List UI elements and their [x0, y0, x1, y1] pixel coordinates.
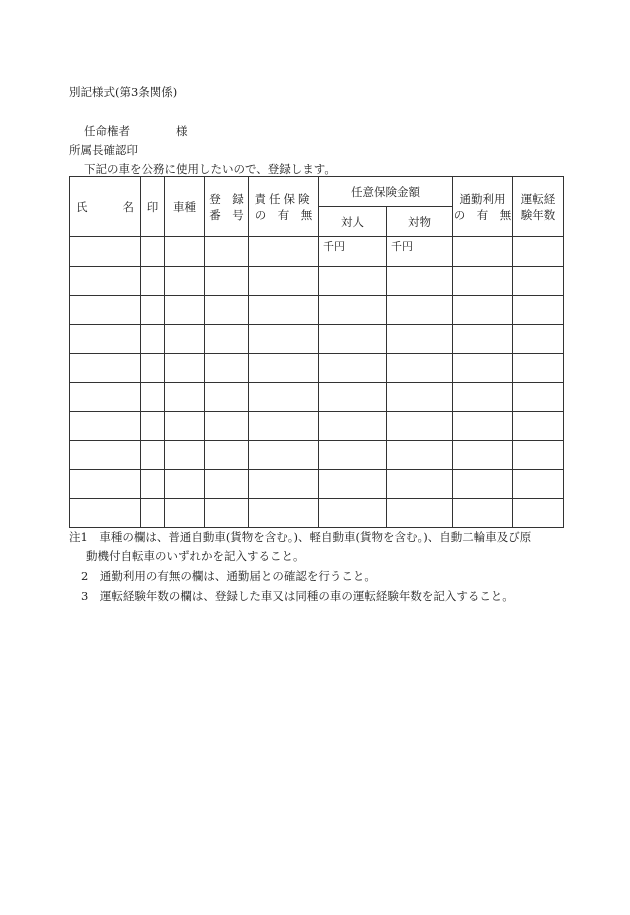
cell-liability[interactable] [249, 354, 319, 383]
header-exp-line2: 験年数 [520, 207, 556, 222]
cell-ins-person[interactable] [319, 354, 387, 383]
cell-type[interactable] [165, 296, 205, 325]
cell-type[interactable] [165, 354, 205, 383]
cell-experience[interactable] [513, 412, 564, 441]
cell-liability[interactable] [249, 325, 319, 354]
cell-ins-property[interactable] [387, 441, 453, 470]
cell-ins-property[interactable] [387, 383, 453, 412]
table-row [70, 383, 564, 412]
chief-seal-label: 所属長確認印 [69, 143, 138, 157]
table-row [70, 441, 564, 470]
cell-seal[interactable] [141, 267, 165, 296]
cell-name[interactable] [70, 354, 141, 383]
cell-reg[interactable] [205, 383, 249, 412]
header-reg-line1: 登 録 [209, 191, 244, 206]
cell-commute[interactable] [453, 296, 513, 325]
cell-experience[interactable] [513, 383, 564, 412]
header-liab-line2: の 有 無 [254, 207, 313, 222]
cell-commute[interactable] [453, 383, 513, 412]
note-1-line-1: 注1 車種の欄は、普通自動車(貨物を含む。)、軽自動車(貨物を含む。)、自動二輪車及び原 [69, 530, 532, 544]
cell-ins-property[interactable] [387, 354, 453, 383]
table-row [70, 325, 564, 354]
note-3: 3 運転経験年数の欄は、登録した車又は同種の車の運転経験年数を記入すること。 [81, 589, 514, 603]
cell-type[interactable] [165, 325, 205, 354]
cell-reg[interactable] [205, 470, 249, 499]
cell-name[interactable] [70, 237, 141, 267]
header-name-a: 氏 [76, 199, 88, 214]
header-driving-experience [513, 177, 564, 237]
cell-experience[interactable] [513, 325, 564, 354]
cell-seal[interactable] [141, 237, 165, 267]
cell-reg[interactable] [205, 412, 249, 441]
header-exp-line1: 運転経 [520, 191, 556, 206]
cell-ins-person[interactable] [319, 237, 387, 267]
header-insurance-property: 対物 [387, 207, 453, 237]
unit-property-label: 千円 [391, 240, 413, 253]
table-row [70, 470, 564, 499]
cell-liability[interactable] [249, 296, 319, 325]
note-2: 2 通勤利用の有無の欄は、通勤届との確認を行うこと。 [81, 569, 376, 583]
cell-seal[interactable] [141, 441, 165, 470]
cell-name[interactable] [70, 383, 141, 412]
cell-type[interactable] [165, 470, 205, 499]
form-title: 別記様式(第3条関係) [69, 85, 178, 99]
cell-reg[interactable] [205, 354, 249, 383]
cell-commute[interactable] [453, 325, 513, 354]
header-name [70, 177, 141, 237]
cell-type[interactable] [165, 412, 205, 441]
cell-commute[interactable] [453, 470, 513, 499]
header-commute-line1: 通勤利用 [459, 191, 506, 206]
cell-experience[interactable] [513, 499, 564, 528]
cell-liability[interactable] [249, 237, 319, 267]
cell-liability[interactable] [249, 499, 319, 528]
cell-ins-person[interactable] [319, 267, 387, 296]
note-1-line-2: 動機付自転車のいずれかを記入すること。 [86, 549, 305, 563]
table-row [70, 296, 564, 325]
header-optional-insurance: 任意保険金額 [319, 177, 453, 207]
header-vehicle-type: 車種 [165, 177, 205, 237]
cell-ins-property[interactable] [387, 499, 453, 528]
cell-seal[interactable] [141, 499, 165, 528]
cell-ins-person[interactable] [319, 470, 387, 499]
cell-ins-person[interactable] [319, 441, 387, 470]
cell-reg[interactable] [205, 267, 249, 296]
header-reg-line2: 番 号 [209, 207, 244, 222]
header-name-b: 名 [122, 199, 134, 214]
cell-ins-person[interactable] [319, 499, 387, 528]
cell-reg[interactable] [205, 441, 249, 470]
cell-commute[interactable] [453, 441, 513, 470]
cell-name[interactable] [70, 325, 141, 354]
unit-person-label: 千円 [323, 240, 345, 253]
cell-experience[interactable] [513, 296, 564, 325]
cell-experience[interactable] [513, 470, 564, 499]
cell-type[interactable] [165, 499, 205, 528]
cell-ins-person[interactable] [319, 383, 387, 412]
cell-ins-property[interactable] [387, 412, 453, 441]
cell-type[interactable] [165, 237, 205, 267]
cell-name[interactable] [70, 267, 141, 296]
table-row [70, 237, 564, 267]
header-liab-line1: 責任保険 [254, 191, 313, 206]
cell-experience[interactable] [513, 354, 564, 383]
appointer-label: 任命権者 [84, 124, 130, 138]
cell-seal[interactable] [141, 470, 165, 499]
cell-seal[interactable] [141, 325, 165, 354]
cell-name[interactable] [70, 412, 141, 441]
cell-reg[interactable] [205, 499, 249, 528]
cell-ins-person[interactable] [319, 412, 387, 441]
cell-commute[interactable] [453, 412, 513, 441]
cell-liability[interactable] [249, 267, 319, 296]
cell-experience[interactable] [513, 237, 564, 267]
cell-commute[interactable] [453, 237, 513, 267]
cell-experience[interactable] [513, 441, 564, 470]
cell-ins-property[interactable] [387, 325, 453, 354]
table-row [70, 267, 564, 296]
cell-ins-property[interactable] [387, 296, 453, 325]
cell-liability[interactable] [249, 383, 319, 412]
header-commute-line2: の 有 無 [453, 207, 512, 222]
cell-ins-property[interactable] [387, 470, 453, 499]
cell-seal[interactable] [141, 412, 165, 441]
cell-liability[interactable] [249, 412, 319, 441]
cell-liability[interactable] [249, 441, 319, 470]
cell-type[interactable] [165, 441, 205, 470]
cell-name[interactable] [70, 296, 141, 325]
cell-name[interactable] [70, 499, 141, 528]
header-registration-number [205, 177, 249, 237]
cell-type[interactable] [165, 383, 205, 412]
header-liability-insurance [249, 177, 319, 237]
intro-text: 下記の車を公務に使用したいので、登録します。 [84, 162, 336, 176]
table-row [70, 412, 564, 441]
header-commute-use [453, 177, 513, 237]
cell-type[interactable] [165, 267, 205, 296]
cell-reg[interactable] [205, 296, 249, 325]
cell-seal[interactable] [141, 354, 165, 383]
cell-ins-person[interactable] [319, 325, 387, 354]
header-insurance-person: 対人 [319, 207, 387, 237]
cell-ins-property[interactable] [387, 237, 453, 267]
cell-reg[interactable] [205, 325, 249, 354]
table-row [70, 499, 564, 528]
cell-reg[interactable] [205, 237, 249, 267]
cell-seal[interactable] [141, 383, 165, 412]
cell-experience[interactable] [513, 267, 564, 296]
cell-name[interactable] [70, 441, 141, 470]
cell-commute[interactable] [453, 354, 513, 383]
cell-liability[interactable] [249, 470, 319, 499]
cell-seal[interactable] [141, 296, 165, 325]
cell-ins-property[interactable] [387, 267, 453, 296]
cell-commute[interactable] [453, 499, 513, 528]
cell-commute[interactable] [453, 267, 513, 296]
honorific-sama: 様 [176, 124, 188, 138]
header-seal: 印 [141, 177, 165, 237]
cell-name[interactable] [70, 470, 141, 499]
registration-table [69, 176, 564, 528]
table-row [70, 354, 564, 383]
cell-ins-person[interactable] [319, 296, 387, 325]
